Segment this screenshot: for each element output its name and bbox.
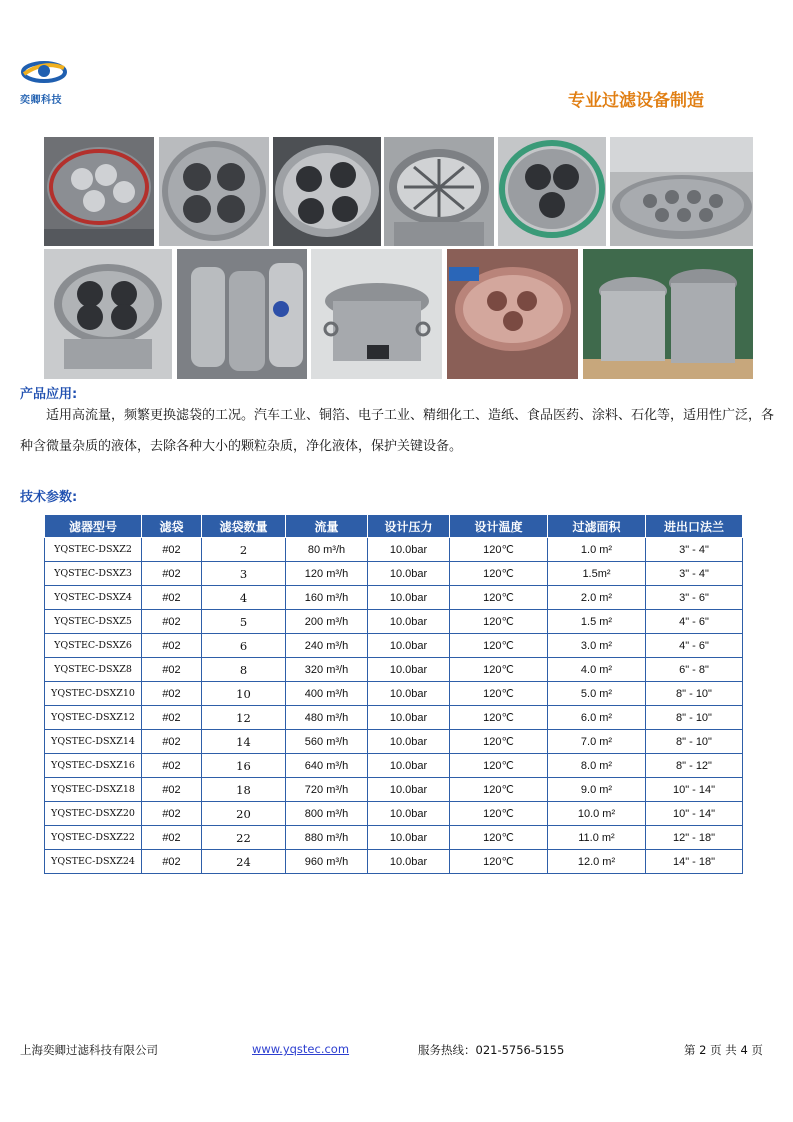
- table-cell: 160 m³/h: [286, 586, 368, 610]
- table-row: [45, 586, 743, 610]
- table-row: [45, 562, 743, 586]
- table-cell: 4" - 6": [646, 634, 743, 658]
- table-row: [45, 538, 743, 562]
- table-cell: 80 m³/h: [286, 538, 368, 562]
- table-cell: 10.0bar: [368, 658, 450, 682]
- table-cell: YQSTEC-DSXZ24: [45, 850, 142, 874]
- photo-multi-bag-housing-red-gasket: [44, 137, 154, 246]
- table-cell: 120℃: [450, 586, 548, 610]
- photo-basket-cage-inside: [384, 137, 494, 246]
- table-cell: 120℃: [450, 634, 548, 658]
- table-cell: #02: [142, 826, 202, 850]
- table-cell: 18: [202, 778, 286, 802]
- table-cell: YQSTEC-DSXZ8: [45, 658, 142, 682]
- spec-header-row: [45, 515, 743, 538]
- photo-two-housings-side-by-side: [583, 249, 753, 379]
- table-cell: #02: [142, 658, 202, 682]
- table-cell: 3.0 m²: [548, 634, 646, 658]
- table-cell: 5: [202, 610, 286, 634]
- footer-company: 上海奕卿过滤科技有限公司: [20, 1043, 158, 1057]
- table-cell: 3" - 4": [646, 562, 743, 586]
- table-cell: 120℃: [450, 682, 548, 706]
- table-cell: 10" - 14": [646, 802, 743, 826]
- table-cell: YQSTEC-DSXZ22: [45, 826, 142, 850]
- table-cell: 10.0bar: [368, 826, 450, 850]
- table-cell: 10.0bar: [368, 850, 450, 874]
- table-cell: 880 m³/h: [286, 826, 368, 850]
- table-cell: 1.5 m²: [548, 610, 646, 634]
- table-cell: 3" - 4": [646, 538, 743, 562]
- table-cell: 120℃: [450, 538, 548, 562]
- table-cell: 800 m³/h: [286, 802, 368, 826]
- photo-three-bag-green-gasket: [498, 137, 606, 246]
- table-cell: 560 m³/h: [286, 730, 368, 754]
- table-cell: 1.0 m²: [548, 538, 646, 562]
- header-cell: 流量: [286, 515, 368, 538]
- table-row: [45, 682, 743, 706]
- table-cell: YQSTEC-DSXZ3: [45, 562, 142, 586]
- header-cell: 滤袋: [142, 515, 202, 538]
- table-cell: 4.0 m²: [548, 658, 646, 682]
- photo-four-bag-open-housing: [44, 249, 172, 379]
- footer-page-number: 第 2 页 共 4 页: [684, 1043, 763, 1057]
- application-title: 产品应用:: [20, 387, 78, 402]
- table-cell: 120℃: [450, 730, 548, 754]
- table-cell: YQSTEC-DSXZ6: [45, 634, 142, 658]
- footer-website-wrap: [252, 1042, 349, 1056]
- table-cell: 120℃: [450, 850, 548, 874]
- table-cell: 1.5m²: [548, 562, 646, 586]
- table-cell: 3: [202, 562, 286, 586]
- table-cell: 24: [202, 850, 286, 874]
- table-cell: 4: [202, 586, 286, 610]
- table-cell: 4" - 6": [646, 610, 743, 634]
- header-cell: 过滤面积: [548, 515, 646, 538]
- table-cell: #02: [142, 538, 202, 562]
- header-cell: 设计温度: [450, 515, 548, 538]
- table-cell: YQSTEC-DSXZ18: [45, 778, 142, 802]
- table-cell: 320 m³/h: [286, 658, 368, 682]
- header-cell: 滤器型号: [45, 515, 142, 538]
- table-cell: 960 m³/h: [286, 850, 368, 874]
- table-cell: 200 m³/h: [286, 610, 368, 634]
- table-cell: 14: [202, 730, 286, 754]
- table-cell: 120℃: [450, 706, 548, 730]
- table-cell: #02: [142, 850, 202, 874]
- table-cell: 10.0bar: [368, 682, 450, 706]
- logo-text: 奕卿科技: [20, 95, 62, 106]
- photo-four-bag-basket-angle: [273, 137, 381, 246]
- table-row: [45, 850, 743, 874]
- table-cell: 10.0bar: [368, 562, 450, 586]
- table-cell: 12" - 18": [646, 826, 743, 850]
- footer-hotline: 服务热线：021-5756-5155: [418, 1043, 565, 1057]
- header-cell: 进出口法兰: [646, 515, 743, 538]
- photo-housing-red-basket-with-logo: [447, 249, 578, 379]
- table-cell: 10.0bar: [368, 754, 450, 778]
- header-cell: 滤袋数量: [202, 515, 286, 538]
- table-cell: 6" - 8": [646, 658, 743, 682]
- table-cell: 22: [202, 826, 286, 850]
- table-row: [45, 778, 743, 802]
- table-cell: #02: [142, 586, 202, 610]
- table-cell: YQSTEC-DSXZ2: [45, 538, 142, 562]
- table-cell: 12: [202, 706, 286, 730]
- table-cell: 8" - 10": [646, 730, 743, 754]
- photo-four-bag-basket-top: [159, 137, 269, 246]
- table-cell: 10.0bar: [368, 802, 450, 826]
- table-row: [45, 802, 743, 826]
- table-cell: #02: [142, 706, 202, 730]
- table-cell: YQSTEC-DSXZ14: [45, 730, 142, 754]
- table-cell: 120℃: [450, 802, 548, 826]
- table-cell: 6.0 m²: [548, 706, 646, 730]
- table-cell: #02: [142, 682, 202, 706]
- header-slogan: 专业过滤设备制造: [568, 91, 704, 111]
- table-cell: 240 m³/h: [286, 634, 368, 658]
- table-cell: 11.0 m²: [548, 826, 646, 850]
- table-cell: 6: [202, 634, 286, 658]
- table-cell: 10.0bar: [368, 610, 450, 634]
- table-cell: 14" - 18": [646, 850, 743, 874]
- table-row: [45, 826, 743, 850]
- application-text: 适用高流量，频繁更换滤袋的工况。汽车工业、铜箔、电子工业、精细化工、造纸、食品医药、涂料、石化等，适用性广泛，各种含微量杂质的液体，去除各种大小的颗粒杂质，净化液体，保护关键设备。: [20, 408, 775, 454]
- table-cell: 120℃: [450, 658, 548, 682]
- table-row: [45, 754, 743, 778]
- table-cell: 16: [202, 754, 286, 778]
- table-cell: 480 m³/h: [286, 706, 368, 730]
- table-cell: #02: [142, 778, 202, 802]
- table-cell: #02: [142, 802, 202, 826]
- table-row: [45, 634, 743, 658]
- table-cell: 3" - 6": [646, 586, 743, 610]
- photo-large-multi-bag-plate: [610, 137, 753, 246]
- table-cell: #02: [142, 562, 202, 586]
- table-cell: YQSTEC-DSXZ12: [45, 706, 142, 730]
- table-cell: 640 m³/h: [286, 754, 368, 778]
- table-cell: 2: [202, 538, 286, 562]
- table-cell: 8" - 12": [646, 754, 743, 778]
- table-cell: YQSTEC-DSXZ5: [45, 610, 142, 634]
- table-cell: 120℃: [450, 778, 548, 802]
- table-cell: 10.0 m²: [548, 802, 646, 826]
- table-cell: 10" - 14": [646, 778, 743, 802]
- spec-title: 技术参数:: [20, 490, 78, 505]
- table-cell: 8" - 10": [646, 682, 743, 706]
- table-cell: 8.0 m²: [548, 754, 646, 778]
- table-cell: 120℃: [450, 610, 548, 634]
- table-cell: 10.0bar: [368, 634, 450, 658]
- table-cell: 10.0bar: [368, 586, 450, 610]
- table-cell: 20: [202, 802, 286, 826]
- table-cell: 10.0bar: [368, 778, 450, 802]
- table-cell: 7.0 m²: [548, 730, 646, 754]
- table-cell: 120 m³/h: [286, 562, 368, 586]
- table-cell: 120℃: [450, 562, 548, 586]
- table-cell: 720 m³/h: [286, 778, 368, 802]
- table-cell: 9.0 m²: [548, 778, 646, 802]
- table-row: [45, 610, 743, 634]
- table-cell: 12.0 m²: [548, 850, 646, 874]
- table-cell: YQSTEC-DSXZ16: [45, 754, 142, 778]
- table-cell: #02: [142, 610, 202, 634]
- footer-website-link[interactable]: www.yqstec.com: [252, 1042, 350, 1056]
- header-cell: 设计压力: [368, 515, 450, 538]
- table-cell: 8" - 10": [646, 706, 743, 730]
- table-row: [45, 658, 743, 682]
- table-cell: 10: [202, 682, 286, 706]
- table-cell: 400 m³/h: [286, 682, 368, 706]
- table-cell: YQSTEC-DSXZ4: [45, 586, 142, 610]
- spec-table: [44, 514, 743, 874]
- table-row: [45, 706, 743, 730]
- table-cell: YQSTEC-DSXZ20: [45, 802, 142, 826]
- table-cell: 5.0 m²: [548, 682, 646, 706]
- table-cell: #02: [142, 730, 202, 754]
- table-cell: #02: [142, 634, 202, 658]
- photo-housing-group-workshop: [177, 249, 307, 379]
- table-cell: 10.0bar: [368, 538, 450, 562]
- table-cell: 120℃: [450, 754, 548, 778]
- photo-housing-top-with-eyebolts: [311, 249, 442, 379]
- table-cell: 120℃: [450, 826, 548, 850]
- table-cell: 10.0bar: [368, 706, 450, 730]
- table-cell: YQSTEC-DSXZ10: [45, 682, 142, 706]
- table-cell: 10.0bar: [368, 730, 450, 754]
- table-row: [45, 730, 743, 754]
- table-cell: #02: [142, 754, 202, 778]
- table-cell: 8: [202, 658, 286, 682]
- table-cell: 2.0 m²: [548, 586, 646, 610]
